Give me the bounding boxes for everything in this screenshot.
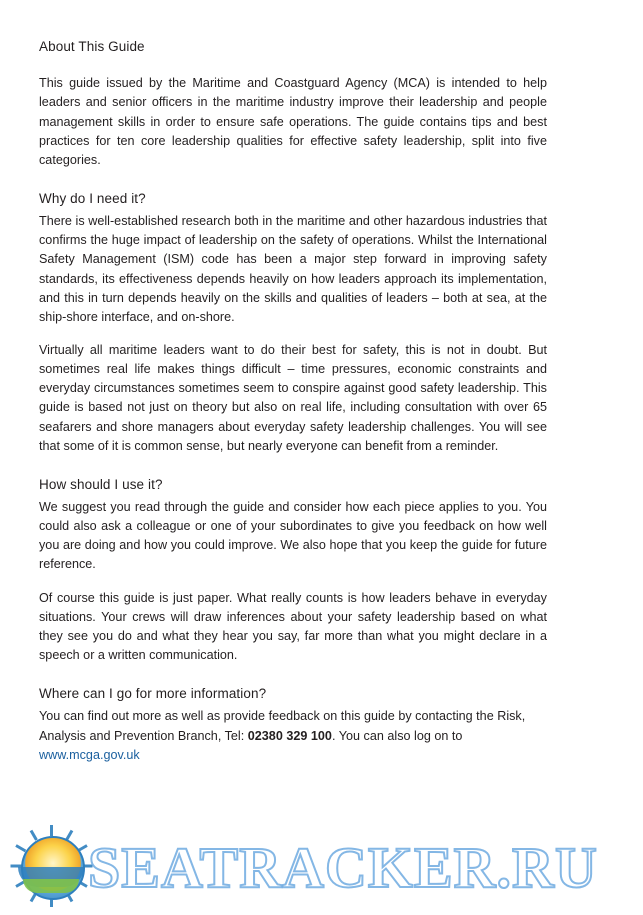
contact-middle-text: . You can also log on to bbox=[331, 728, 463, 743]
section-heading-how: How should I use it? bbox=[39, 476, 163, 492]
watermark bbox=[0, 805, 643, 915]
contact-phone: 02380 329 100 bbox=[247, 728, 332, 743]
section-heading-why: Why do I need it? bbox=[39, 190, 146, 206]
paragraph-why-2: Virtually all maritime leaders want to do their best for safety, this is not in doubt. But sometimes real life makes things difficult – time pressures, economic constraints and everyday circumstances sometimes seem to conspire against good safety leadership. This guide is based not just on theory but also on real life, including consultation with over 65 seafarers and shore managers about everyday safety leadership challenges. You will see that some of it is common sense, but nearly everyone can benefit from a reminder. bbox=[39, 342, 547, 453]
paragraph-how-2: Of course this guide is just paper. What really counts is how leaders behave in everyday situations. Your crews will draw inferences about your safety leadership based on what they see you do and what they hear you say, far more than what you might declare in a speech or a written communication. bbox=[39, 590, 547, 663]
contact-website-link[interactable]: www.mcga.gov.uk bbox=[39, 747, 140, 762]
sun-sea-logo-icon bbox=[10, 825, 92, 907]
document-content bbox=[39, 38, 547, 765]
paragraph-why-1: There is well-established research both in the maritime and other hazardous industries that confirms the huge impact of leadership on the safety of operations. Whilst the International Safety Management (ISM) code has been a major step forward in improving safety standards, its effectiveness depends heavily on how leaders approach its implementation, and this in turn depends heavily on the skills and qualities of leaders – both at sea, at the ship-shore interface, and on-shore. bbox=[39, 214, 547, 324]
paragraph-how-1: We suggest you read through the guide and consider how each piece applies to you. You could also ask a colleague or one of your subordinates to give you feedback on how well you are doing and how you could improve. We also hope that you keep the guide for future reference. bbox=[39, 500, 547, 572]
watermark-text: SEATRACKER.RU bbox=[88, 835, 598, 900]
section-heading-about: About This Guide bbox=[39, 39, 145, 54]
paragraph-about-intro: This guide issued by the Maritime and Coastguard Agency (MCA) is intended to help leaders and senior officers in the maritime industry improve their leadership and people management skills in order to ensure safe operations. The guide contains tips and best practices for ten core leadership qualities for effective safety leadership, split into five categories. bbox=[39, 76, 547, 167]
section-heading-more-info: Where can I go for more information? bbox=[39, 686, 267, 702]
paragraph-contact bbox=[39, 707, 547, 764]
contact-lead-text: You can find out more as well as provide feedback on this guide by contacting the Risk, Analysis and Prevention Branch, Tel: bbox=[39, 709, 526, 743]
